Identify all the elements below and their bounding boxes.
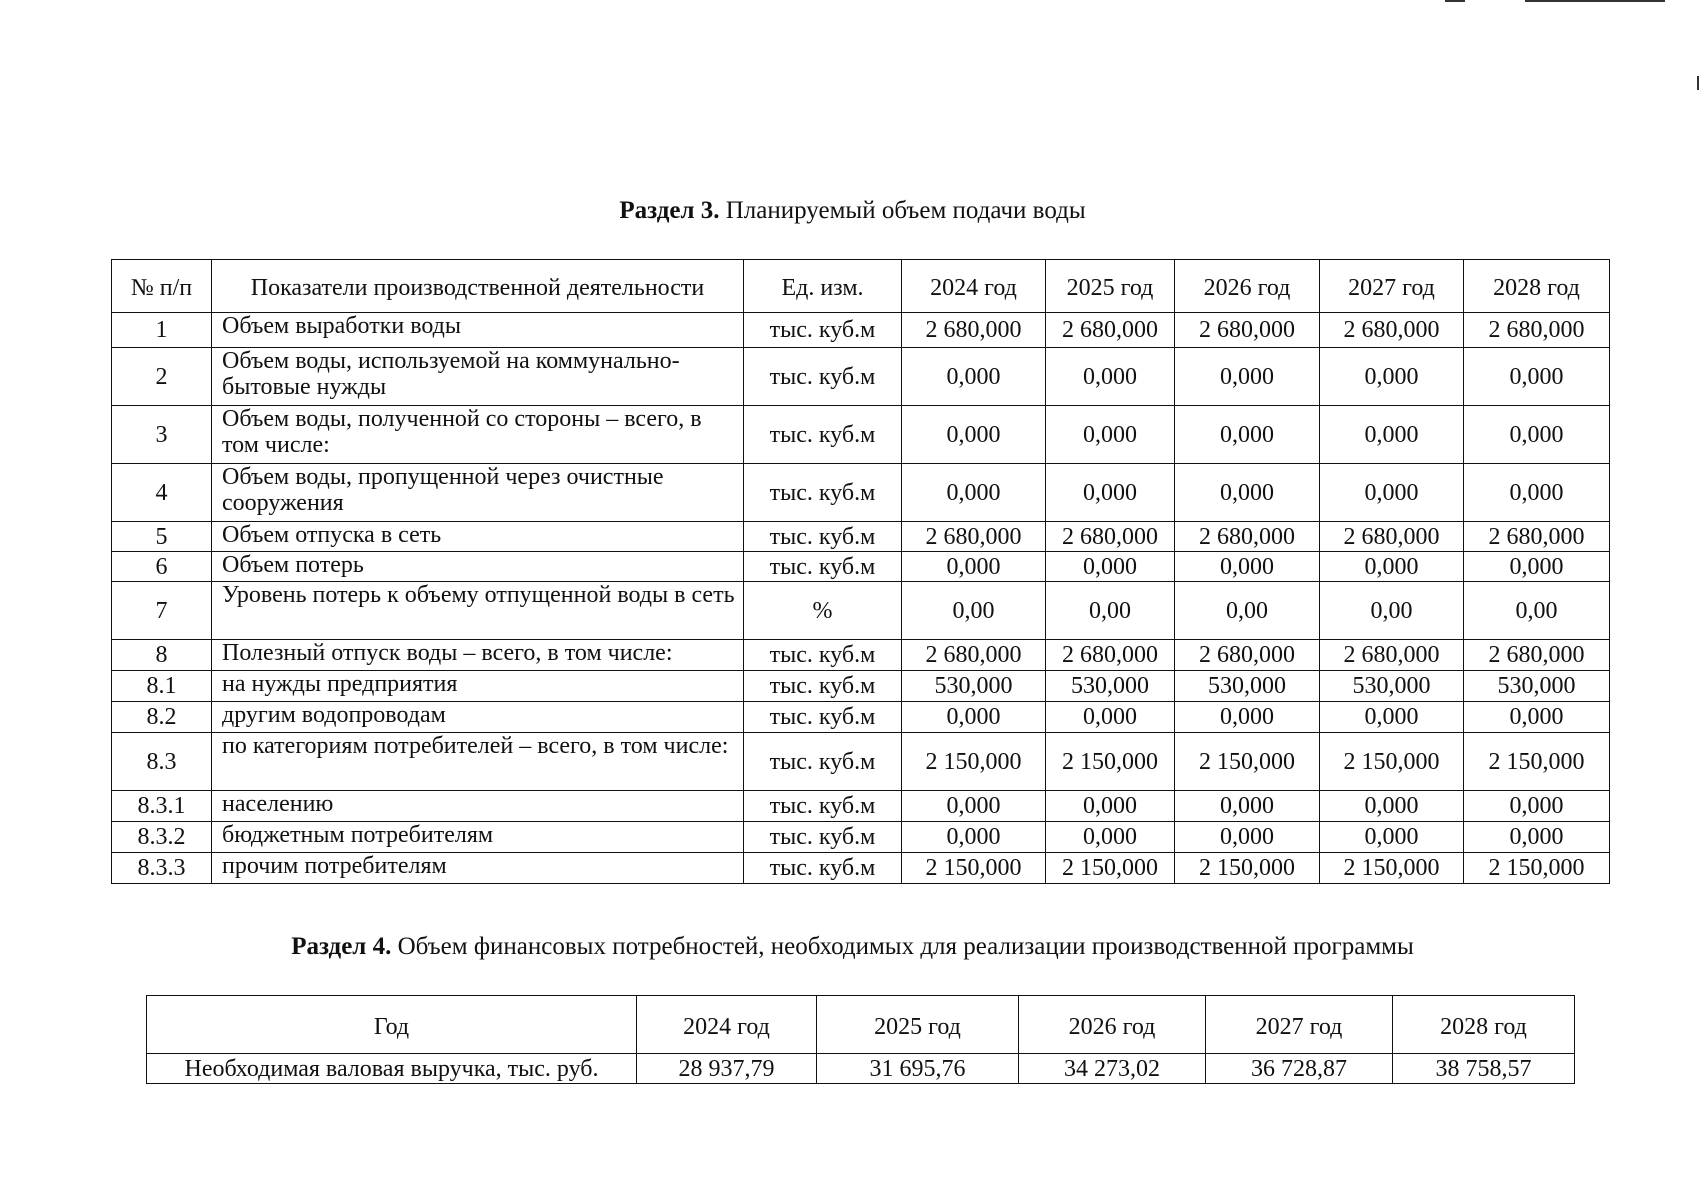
row-number: 8.3.1 bbox=[112, 791, 212, 822]
row-value-2026: 0,000 bbox=[1175, 822, 1320, 853]
row-value-2027: 2 680,000 bbox=[1320, 640, 1464, 671]
row-value-2026: 2 680,000 bbox=[1175, 313, 1320, 348]
row-value-2026: 0,000 bbox=[1175, 464, 1320, 522]
row-value-2027: 0,000 bbox=[1320, 702, 1464, 733]
section-4-title bbox=[0, 933, 1705, 961]
row-unit: тыс. куб.м bbox=[744, 671, 902, 702]
row-indicator: Уровень потерь к объему отпущенной воды в сеть bbox=[212, 582, 744, 640]
row-indicator: бюджетным потребителям bbox=[212, 822, 744, 853]
table-header-row bbox=[147, 996, 1575, 1054]
row-value-2027: 0,000 bbox=[1320, 552, 1464, 582]
row-number: 8.3.3 bbox=[112, 853, 212, 884]
row-value-2028: 2 150,000 bbox=[1464, 853, 1610, 884]
row-unit: тыс. куб.м bbox=[744, 348, 902, 406]
table-row bbox=[112, 702, 1610, 733]
row-value-2024: 0,000 bbox=[902, 348, 1046, 406]
row-value-2024: 2 150,000 bbox=[902, 853, 1046, 884]
row-value-2025: 530,000 bbox=[1046, 671, 1175, 702]
row-value-2025: 2 150,000 bbox=[1046, 733, 1175, 791]
header-year-2026: 2026 год bbox=[1019, 996, 1206, 1054]
row-value-2027: 0,000 bbox=[1320, 791, 1464, 822]
row-value-2028: 2 680,000 bbox=[1464, 640, 1610, 671]
row-value-2026: 2 680,000 bbox=[1175, 522, 1320, 552]
row-unit: тыс. куб.м bbox=[744, 853, 902, 884]
table-row bbox=[112, 671, 1610, 702]
table-row bbox=[112, 348, 1610, 406]
row-value-2027: 2 680,000 bbox=[1320, 313, 1464, 348]
row-value-2025: 0,000 bbox=[1046, 348, 1175, 406]
header-year-2025: 2025 год bbox=[817, 996, 1019, 1054]
row-value-2028: 0,000 bbox=[1464, 464, 1610, 522]
header-unit: Ед. изм. bbox=[744, 260, 902, 313]
row-value-2025: 2 680,000 bbox=[1046, 522, 1175, 552]
row-value-2025: 0,000 bbox=[1046, 822, 1175, 853]
header-indicator: Показатели производственной деятельности bbox=[212, 260, 744, 313]
section-3-label: Раздел 3. bbox=[619, 197, 720, 224]
row-number: 4 bbox=[112, 464, 212, 522]
row-indicator: Полезный отпуск воды – всего, в том числе: bbox=[212, 640, 744, 671]
row-value-2026: 0,00 bbox=[1175, 582, 1320, 640]
header-year: Год bbox=[147, 996, 637, 1054]
row-number: 5 bbox=[112, 522, 212, 552]
table-row bbox=[112, 822, 1610, 853]
row-value-2024: 2 680,000 bbox=[902, 313, 1046, 348]
row-value-2025: 0,000 bbox=[1046, 552, 1175, 582]
header-year-2028: 2028 год bbox=[1464, 260, 1610, 313]
row-indicator: прочим потребителям bbox=[212, 853, 744, 884]
section-4-label: Раздел 4. bbox=[291, 933, 392, 960]
table-row bbox=[112, 313, 1610, 348]
row-value-2027: 2 680,000 bbox=[1320, 522, 1464, 552]
row-value-2028: 2 680,000 bbox=[1464, 522, 1610, 552]
table-header-row bbox=[112, 260, 1610, 313]
row-value-2027: 530,000 bbox=[1320, 671, 1464, 702]
row-unit: тыс. куб.м bbox=[744, 464, 902, 522]
row-unit: тыс. куб.м bbox=[744, 313, 902, 348]
row-number: 8.2 bbox=[112, 702, 212, 733]
revenue-2028: 38 758,57 bbox=[1393, 1054, 1575, 1084]
row-value-2027: 0,000 bbox=[1320, 406, 1464, 464]
row-value-2025: 0,000 bbox=[1046, 791, 1175, 822]
revenue-2025: 31 695,76 bbox=[817, 1054, 1019, 1084]
row-number: 2 bbox=[112, 348, 212, 406]
table-row bbox=[112, 582, 1610, 640]
row-indicator: Объем воды, пропущенной через очистные сооружения bbox=[212, 464, 744, 522]
row-number: 7 bbox=[112, 582, 212, 640]
financial-needs-table bbox=[146, 995, 1575, 1084]
row-value-2028: 0,000 bbox=[1464, 552, 1610, 582]
row-unit: тыс. куб.м bbox=[744, 791, 902, 822]
row-value-2026: 0,000 bbox=[1175, 348, 1320, 406]
row-value-2025: 0,000 bbox=[1046, 702, 1175, 733]
row-value-2027: 0,00 bbox=[1320, 582, 1464, 640]
row-unit: тыс. куб.м bbox=[744, 702, 902, 733]
row-number: 3 bbox=[112, 406, 212, 464]
row-value-2028: 0,000 bbox=[1464, 406, 1610, 464]
row-value-2028: 0,00 bbox=[1464, 582, 1610, 640]
row-value-2028: 0,000 bbox=[1464, 791, 1610, 822]
row-value-2027: 2 150,000 bbox=[1320, 733, 1464, 791]
row-value-2026: 0,000 bbox=[1175, 702, 1320, 733]
row-value-2025: 0,00 bbox=[1046, 582, 1175, 640]
row-value-2027: 0,000 bbox=[1320, 464, 1464, 522]
row-value-2028: 2 150,000 bbox=[1464, 733, 1610, 791]
row-unit: тыс. куб.м bbox=[744, 552, 902, 582]
row-value-2024: 2 680,000 bbox=[902, 522, 1046, 552]
row-indicator: Объем воды, используемой на коммунально-бытовые нужды bbox=[212, 348, 744, 406]
row-value-2025: 0,000 bbox=[1046, 464, 1175, 522]
header-year-2027: 2027 год bbox=[1206, 996, 1393, 1054]
row-value-2024: 0,000 bbox=[902, 791, 1046, 822]
table-row bbox=[112, 552, 1610, 582]
row-value-2024: 0,000 bbox=[902, 464, 1046, 522]
row-indicator: на нужды предприятия bbox=[212, 671, 744, 702]
row-value-2024: 0,000 bbox=[902, 702, 1046, 733]
row-value-2026: 0,000 bbox=[1175, 552, 1320, 582]
row-unit: тыс. куб.м bbox=[744, 733, 902, 791]
row-value-2024: 0,000 bbox=[902, 406, 1046, 464]
scan-mark-top-line bbox=[1525, 0, 1665, 2]
row-value-2024: 2 150,000 bbox=[902, 733, 1046, 791]
revenue-2026: 34 273,02 bbox=[1019, 1054, 1206, 1084]
row-value-2026: 2 150,000 bbox=[1175, 853, 1320, 884]
row-number: 8.3.2 bbox=[112, 822, 212, 853]
scan-mark-right bbox=[1697, 76, 1699, 90]
row-indicator: другим водопроводам bbox=[212, 702, 744, 733]
table-row bbox=[112, 733, 1610, 791]
scan-mark-top bbox=[1445, 0, 1465, 2]
row-indicator: Объем потерь bbox=[212, 552, 744, 582]
revenue-2024: 28 937,79 bbox=[637, 1054, 817, 1084]
row-value-2024: 2 680,000 bbox=[902, 640, 1046, 671]
row-indicator: Объем воды, полученной со стороны – всего, в том числе: bbox=[212, 406, 744, 464]
row-value-2026: 2 680,000 bbox=[1175, 640, 1320, 671]
row-value-2027: 0,000 bbox=[1320, 348, 1464, 406]
revenue-label: Необходимая валовая выручка, тыс. руб. bbox=[147, 1054, 637, 1084]
row-value-2026: 2 150,000 bbox=[1175, 733, 1320, 791]
header-year-2025: 2025 год bbox=[1046, 260, 1175, 313]
header-year-2026: 2026 год bbox=[1175, 260, 1320, 313]
table-row bbox=[112, 853, 1610, 884]
row-value-2025: 0,000 bbox=[1046, 406, 1175, 464]
row-number: 1 bbox=[112, 313, 212, 348]
section-3-heading: Планируемый объем подачи воды bbox=[725, 197, 1086, 224]
row-value-2024: 0,000 bbox=[902, 552, 1046, 582]
row-value-2025: 2 680,000 bbox=[1046, 313, 1175, 348]
table-row bbox=[112, 464, 1610, 522]
header-year-2024: 2024 год bbox=[637, 996, 817, 1054]
revenue-2027: 36 728,87 bbox=[1206, 1054, 1393, 1084]
header-year-2024: 2024 год bbox=[902, 260, 1046, 313]
row-value-2024: 530,000 bbox=[902, 671, 1046, 702]
row-value-2028: 0,000 bbox=[1464, 702, 1610, 733]
row-unit: тыс. куб.м bbox=[744, 406, 902, 464]
row-number: 8 bbox=[112, 640, 212, 671]
row-value-2028: 2 680,000 bbox=[1464, 313, 1610, 348]
row-number: 6 bbox=[112, 552, 212, 582]
table-row bbox=[112, 522, 1610, 552]
section-3-title bbox=[0, 197, 1705, 225]
header-year-2028: 2028 год bbox=[1393, 996, 1575, 1054]
row-unit: тыс. куб.м bbox=[744, 522, 902, 552]
header-year-2027: 2027 год bbox=[1320, 260, 1464, 313]
row-number: 8.1 bbox=[112, 671, 212, 702]
row-indicator: населению bbox=[212, 791, 744, 822]
water-supply-table-body bbox=[112, 313, 1610, 884]
row-unit: % bbox=[744, 582, 902, 640]
row-value-2028: 530,000 bbox=[1464, 671, 1610, 702]
row-value-2028: 0,000 bbox=[1464, 348, 1610, 406]
row-unit: тыс. куб.м bbox=[744, 822, 902, 853]
row-value-2027: 2 150,000 bbox=[1320, 853, 1464, 884]
table-row bbox=[112, 791, 1610, 822]
row-value-2025: 2 680,000 bbox=[1046, 640, 1175, 671]
header-number: № п/п bbox=[112, 260, 212, 313]
row-value-2025: 2 150,000 bbox=[1046, 853, 1175, 884]
row-value-2026: 530,000 bbox=[1175, 671, 1320, 702]
row-value-2024: 0,00 bbox=[902, 582, 1046, 640]
row-value-2024: 0,000 bbox=[902, 822, 1046, 853]
row-indicator: Объем отпуска в сеть bbox=[212, 522, 744, 552]
water-supply-table bbox=[111, 259, 1610, 884]
section-4-heading: Объем финансовых потребностей, необходимых для реализации производственной программы bbox=[397, 933, 1414, 960]
table-row bbox=[112, 640, 1610, 671]
row-value-2026: 0,000 bbox=[1175, 406, 1320, 464]
row-indicator: Объем выработки воды bbox=[212, 313, 744, 348]
row-unit: тыс. куб.м bbox=[744, 640, 902, 671]
row-value-2026: 0,000 bbox=[1175, 791, 1320, 822]
table-row bbox=[112, 406, 1610, 464]
table-row bbox=[147, 1054, 1575, 1084]
row-value-2028: 0,000 bbox=[1464, 822, 1610, 853]
row-value-2027: 0,000 bbox=[1320, 822, 1464, 853]
row-indicator: по категориям потребителей – всего, в том числе: bbox=[212, 733, 744, 791]
row-number: 8.3 bbox=[112, 733, 212, 791]
